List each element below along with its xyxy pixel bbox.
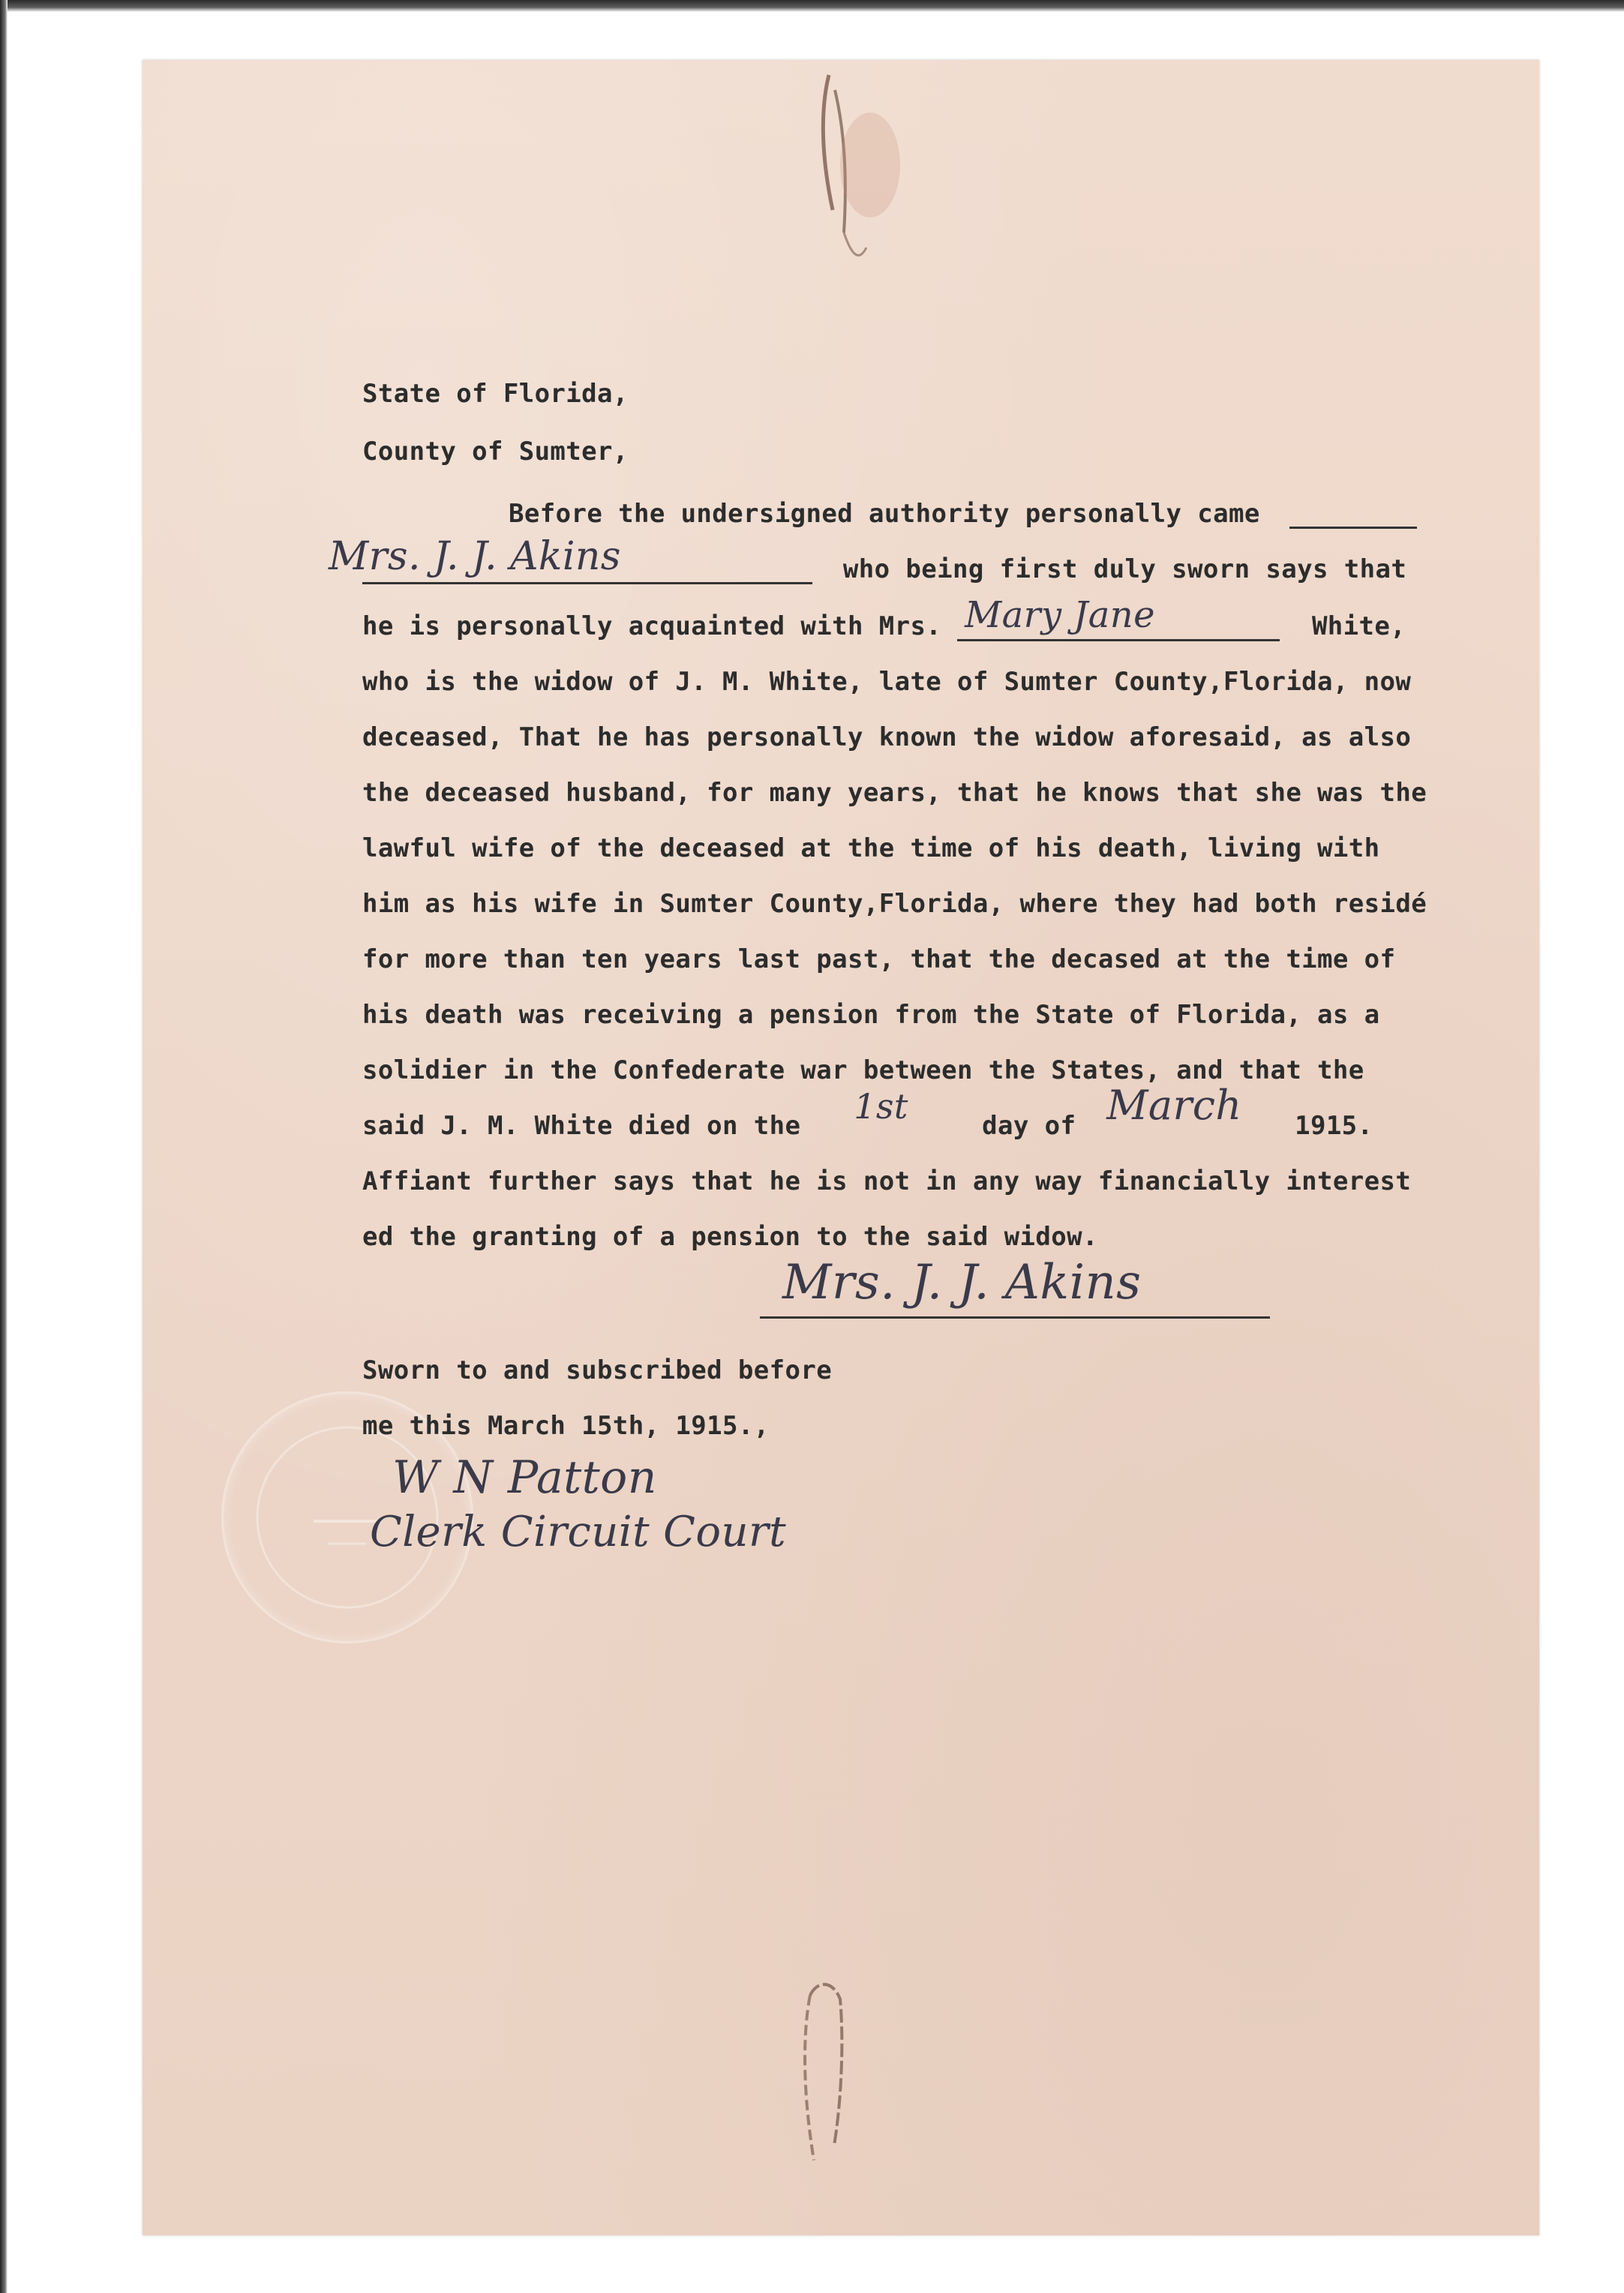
blank-affiant-start bbox=[1289, 504, 1417, 529]
body-line-3-prefix: he is personally acquainted with Mrs. bbox=[362, 611, 942, 641]
jurat-line-2: me this March 15th, 1915., bbox=[362, 1411, 770, 1441]
body-line-4: who is the widow of J. M. White, late of Sumter County,Florida, now bbox=[362, 667, 1412, 697]
rust-clip-mark-top-icon bbox=[776, 60, 926, 285]
body-line-14: ed the granting of a pension to the said widow. bbox=[362, 1222, 1098, 1252]
body-line-9: for more than ten years last past, that the decased at the time of bbox=[362, 944, 1396, 974]
rust-clip-mark-bottom-icon bbox=[773, 1965, 893, 2190]
death-month-handwritten: March bbox=[1106, 1082, 1242, 1129]
death-day-slot bbox=[816, 1086, 966, 1134]
body-line-2-text: who being first duly sworn says that bbox=[842, 554, 1407, 584]
scanner-top-edge bbox=[0, 0, 1624, 12]
clerk-signature-name: W N Patton bbox=[392, 1451, 657, 1504]
body-line-12 bbox=[362, 1082, 1373, 1141]
body-line-7: lawful wife of the deceased at the time of his death, living with bbox=[362, 833, 1380, 863]
affiant-name-handwritten: Mrs. J. J. Akins bbox=[329, 534, 621, 579]
body-line-1-text: Before the undersigned authority personally came bbox=[509, 499, 1260, 529]
document-paper bbox=[143, 60, 1539, 2235]
widow-name-blank bbox=[957, 594, 1280, 641]
body-line-12-mid: day of bbox=[982, 1111, 1076, 1141]
body-line-1 bbox=[509, 499, 1417, 529]
body-line-5: deceased, That he has personally known the widow aforesaid, as also bbox=[362, 722, 1412, 752]
widow-name-handwritten: Mary Jane bbox=[965, 594, 1155, 636]
scanner-left-edge bbox=[0, 0, 8, 2293]
body-line-3 bbox=[362, 594, 1406, 641]
affiant-signature: Mrs. J. J. Akins bbox=[782, 1255, 1142, 1310]
body-line-11: solidier in the Confederate war between the States, and that the bbox=[362, 1055, 1364, 1085]
death-day-handwritten: 1st bbox=[854, 1086, 908, 1127]
body-line-8: him as his wife in Sumter County,Florida, where they had both residé bbox=[362, 889, 1427, 919]
body-line-12-prefix: said J. M. White died on the bbox=[362, 1111, 801, 1141]
affiant-signature-line bbox=[760, 1316, 1270, 1319]
death-month-slot bbox=[1091, 1082, 1279, 1134]
header-state: State of Florida, bbox=[362, 379, 629, 409]
clerk-signature-title: Clerk Circuit Court bbox=[370, 1508, 787, 1556]
header-county: County of Sumter, bbox=[362, 437, 629, 467]
body-line-2 bbox=[329, 534, 1407, 584]
body-line-13: Affiant further says that he is not in any way financially interest bbox=[362, 1166, 1412, 1196]
body-line-6: the deceased husband, for many years, that he knows that she was the bbox=[362, 778, 1427, 808]
body-line-12-suffix: 1915. bbox=[1295, 1111, 1373, 1141]
body-line-3-suffix: White, bbox=[1311, 611, 1406, 641]
body-line-10: his death was receiving a pension from the State of Florida, as a bbox=[362, 1000, 1380, 1030]
jurat-line-1: Sworn to and subscribed before bbox=[362, 1355, 833, 1385]
affiant-name-blank bbox=[329, 534, 812, 584]
